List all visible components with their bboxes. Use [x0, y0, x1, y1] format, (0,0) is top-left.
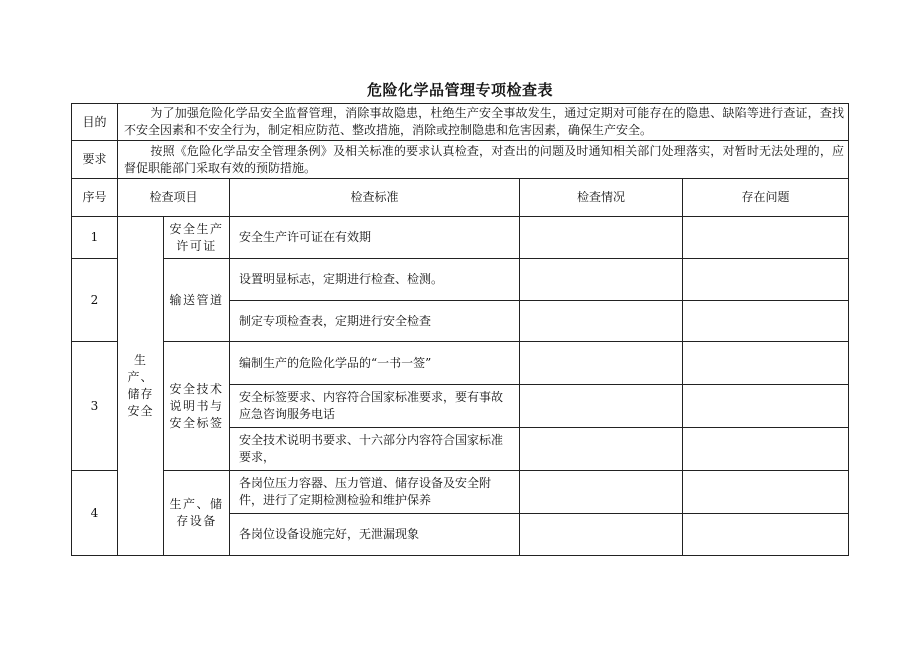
- sub-item: 生产、储存设备: [164, 471, 230, 556]
- table-row: [72, 342, 849, 385]
- row-seq: 3: [72, 342, 118, 471]
- header-item: 检查项目: [118, 179, 230, 217]
- sub-item: 输送管道: [164, 259, 230, 342]
- issues-cell[interactable]: [683, 428, 849, 471]
- category-cell: 生产、储存安全: [118, 217, 164, 556]
- issues-cell[interactable]: [683, 217, 849, 259]
- header-row: [72, 179, 849, 217]
- standard-cell: 安全标签要求、内容符合国家标准要求，要有事故应急咨询服务电话: [230, 385, 520, 428]
- status-cell[interactable]: [520, 217, 683, 259]
- page-title: 危险化学品管理专项检查表: [366, 81, 553, 99]
- table-row: [72, 259, 849, 301]
- sub-item: 安全技术说明书与安全标签: [164, 342, 230, 471]
- standard-cell: 安全生产许可证在有效期: [230, 217, 520, 259]
- table-row: [72, 217, 849, 259]
- purpose-label: 目的: [72, 104, 118, 141]
- status-cell[interactable]: [520, 301, 683, 342]
- header-issues: 存在问题: [683, 179, 849, 217]
- header-seq: 序号: [72, 179, 118, 217]
- header-standard: 检查标准: [230, 179, 520, 217]
- issues-cell[interactable]: [683, 385, 849, 428]
- requirement-label: 要求: [72, 141, 118, 179]
- purpose-row: [72, 104, 849, 141]
- issues-cell[interactable]: [683, 301, 849, 342]
- status-cell[interactable]: [520, 342, 683, 385]
- status-cell[interactable]: [520, 428, 683, 471]
- standard-cell: 制定专项检查表，定期进行安全检查: [230, 301, 520, 342]
- requirement-text: 按照《危险化学品安全管理条例》及相关标准的要求认真检查，对查出的问题及时通知相关部门处理落实，对暂时无法处理的，应督促职能部门采取有效的预防措施。: [118, 141, 849, 179]
- status-cell[interactable]: [520, 514, 683, 556]
- sub-item: 安全生产许可证: [164, 217, 230, 259]
- issues-cell[interactable]: [683, 471, 849, 514]
- standard-cell: 安全技术说明书要求、十六部分内容符合国家标准要求，: [230, 428, 520, 471]
- status-cell[interactable]: [520, 471, 683, 514]
- issues-cell[interactable]: [683, 514, 849, 556]
- standard-cell: 各岗位压力容器、压力管道、储存设备及安全附件，进行了定期检测检验和维护保养: [230, 471, 520, 514]
- status-cell[interactable]: [520, 259, 683, 301]
- table-row: [72, 471, 849, 514]
- row-seq: 2: [72, 259, 118, 342]
- issues-cell[interactable]: [683, 259, 849, 301]
- header-status: 检查情况: [520, 179, 683, 217]
- row-seq: 4: [72, 471, 118, 556]
- standard-cell: 各岗位设备设施完好，无泄漏现象: [230, 514, 520, 556]
- row-seq: 1: [72, 217, 118, 259]
- inspection-table: [71, 103, 849, 556]
- standard-cell: 设置明显标志，定期进行检查、检测。: [230, 259, 520, 301]
- status-cell[interactable]: [520, 385, 683, 428]
- requirement-row: [72, 141, 849, 179]
- standard-cell: 编制生产的危险化学品的“一书一签”: [230, 342, 520, 385]
- purpose-text: 为了加强危险化学品安全监督管理，消除事故隐患，杜绝生产安全事故发生，通过定期对可能存在的隐患、缺陷等进行查证，查找不安全因素和不安全行为，制定相应防范、整改措施，消除或控制隐患和危害因素，确保生产安全。: [118, 104, 849, 141]
- issues-cell[interactable]: [683, 342, 849, 385]
